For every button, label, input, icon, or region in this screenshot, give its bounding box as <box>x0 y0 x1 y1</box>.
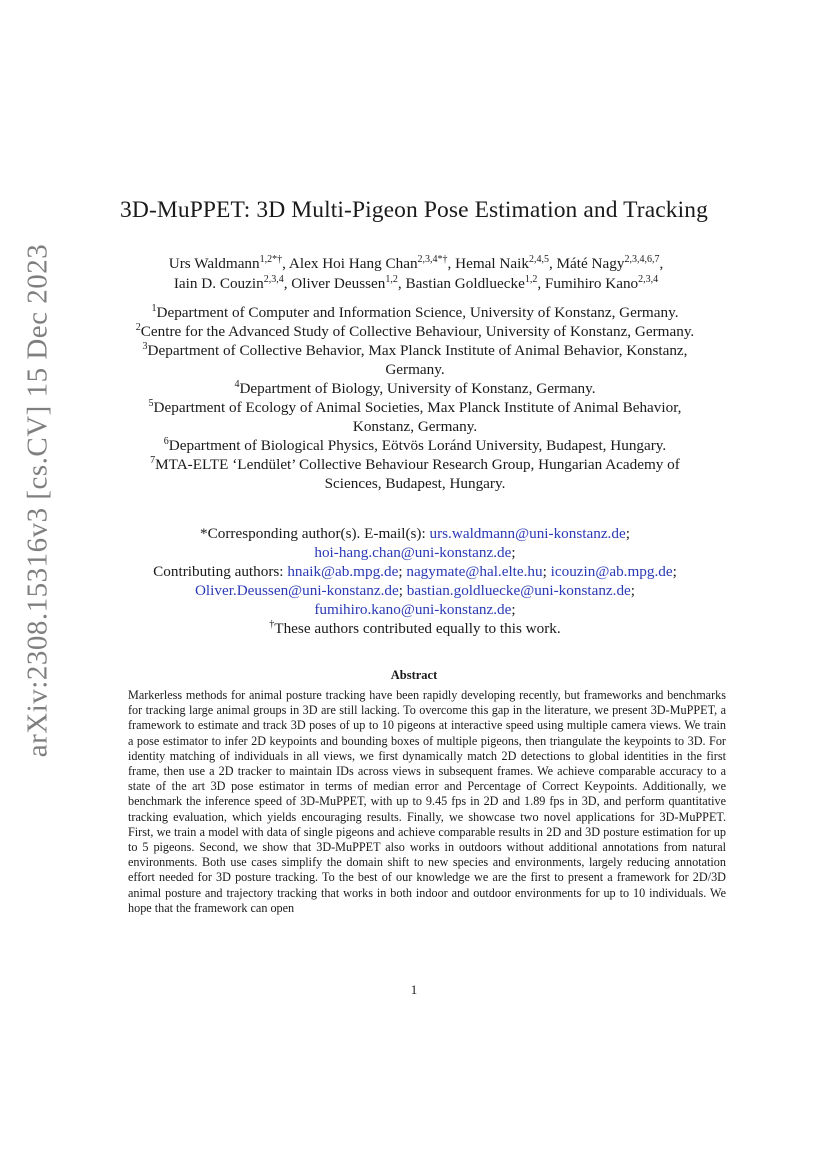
author-list <box>102 254 730 294</box>
email-link[interactable]: urs.waldmann@uni-konstanz.de <box>429 525 626 542</box>
affiliation-5: $^5$Department of Ecology of Animal Societies, Max Planck Institute of Animal Behavior, Konstanz, Germany. <box>148 397 682 435</box>
email-link[interactable]: Oliver.Deussen@uni-konstanz.de <box>194 582 399 599</box>
email-link[interactable]: hoi-hang.chan@uni-konstanz.de <box>314 544 512 561</box>
author-affil-sup: 2,3,4 <box>638 273 659 285</box>
author: Iain D. Couzin <box>173 275 264 292</box>
contact-block: *Corresponding author(s). E-mail(s): urs.waldmann@uni-konstanz.de; hoi-hang.chan@uni-konstanz.de; Contributing authors: hnaik@ab.mpg.de; nagymate@hal.elte.hu; icouzin@ab.mpg.de; Oliver.Deussen@uni-konstanz.de; bastian.goldluecke@uni-konstanz.de; fumihiro.kano@uni-konstanz.de; †These authors contributed equally to this work. <box>98 524 732 638</box>
author-affil-sup: 2,4,5 <box>528 253 549 265</box>
affiliation-3: $^3$Department of Collective Behavior, Max Planck Institute of Animal Behavior, Konstanz, Germany. <box>142 340 688 378</box>
contributing-label: Contributing authors: <box>153 563 284 580</box>
affiliation-6: $^6$Department of Biological Physics, Eötvös Loránd University, Budapest, Hungary. <box>163 435 667 454</box>
email-link[interactable]: hnaik@ab.mpg.de <box>287 563 399 580</box>
page-number: 1 <box>410 982 418 997</box>
author: Alex Hoi Hang Chan <box>288 255 418 272</box>
equal-contribution-note: †These authors contributed equally to this work. <box>269 618 561 637</box>
affiliation-4: $^4$Department of Biology, University of Konstanz, Germany. <box>234 378 596 397</box>
author-affil-sup: 2,3,4,6,7 <box>624 253 660 265</box>
abstract-text: Markerless methods for animal posture tracking have been rapidly developing recently, but frameworks and benchmarks for tracking large animal groups in 3D are still lacking. To overcome this gap in the literature, we present 3D-MuPPET, a framework to estimate and track 3D poses of up to 10 pigeons at interactive speed using multiple camera views. We train a pose estimator to infer 2D keypoints and bounding boxes of multiple pigeons, then triangulate the keypoints to 3D. For identity matching of individuals in all views, we first dynamically match 2D detections to global identities in the first frame, then use a 2D tracker to maintain IDs across views in subsequent frames. We achieve comparable accuracy to a state of the art 3D pose estimator in terms of median error and Percentage of Correct Keypoints. Additionally, we benchmark the inference speed of 3D-MuPPET, with up to 9.45 fps in 2D and 1.89 fps in 3D, and perform quantitative tracking evaluation, which yields encouraging results. Finally, we showcase two novel applications for 3D-MuPPET. First, we train a model with data of single pigeons and achieve comparable results in 2D and 3D posture estimation for up to 5 pigeons. Second, we show that 3D-MuPPET also works in outdoors without additional annotations from natural environments. Both use cases simplify the domain shift to new species and environments, largely reducing annotation effort needed for 3D posture tracking. To the best of our knowledge we are the first to present a framework for 2D/3D animal posture and trajectory tracking that works in both indoor and outdoor environments for up to 10 individuals. We hope that the framework can open <box>128 688 726 915</box>
author-line: Urs Waldmann$^{1,2*\dagger}$, Alex Hoi Hang Chan$^{2,3,4*\dagger}$, Hemal Naik$^{2,4,5}$, Máté Nagy$^{2,3,4,6,7}$, <box>168 253 664 272</box>
abstract-heading: Abstract <box>390 668 438 682</box>
author: Oliver Deussen <box>291 275 386 292</box>
author: Hemal Naik <box>455 255 529 272</box>
author: Urs Waldmann <box>168 255 260 272</box>
author: Máté Nagy <box>556 255 625 272</box>
contributing-line: Contributing authors: hnaik@ab.mpg.de; nagymate@hal.elte.hu; icouzin@ab.mpg.de; <box>153 563 677 580</box>
author-affil-sup: 2,3,4 <box>263 273 284 285</box>
author-affil-sup: 1,2 <box>385 273 398 285</box>
email-link[interactable]: icouzin@ab.mpg.de <box>550 563 673 580</box>
author: Fumihiro Kano <box>544 275 639 292</box>
email-link[interactable]: fumihiro.kano@uni-konstanz.de <box>314 601 512 618</box>
affiliation-list <box>98 303 732 493</box>
affiliation-2: $^2$Centre for the Advanced Study of Collective Behaviour, University of Konstanz, Germany. <box>135 321 695 340</box>
affiliation-7: $^7$MTA-ELTE ‘Lendület’ Collective Behaviour Research Group, Hungarian Academy of Sciences, Budapest, Hungary. <box>150 454 680 492</box>
author-affil-sup: 1,2 <box>524 273 538 285</box>
arxiv-sidebar <box>12 120 64 880</box>
email-link[interactable]: bastian.goldluecke@uni-konstanz.de <box>406 582 631 599</box>
author: Bastian Goldluecke <box>405 275 525 292</box>
author-affil-sup: 1,2*† <box>259 253 283 265</box>
arxiv-identifier: arXiv:2308.15316v3 [cs.CV] 15 Dec 2023 <box>21 243 54 757</box>
author-affil-sup: 2,3,4*† <box>417 253 448 265</box>
corresponding-line: *Corresponding author(s). E-mail(s): urs.waldmann@uni-konstanz.de; <box>200 525 630 542</box>
affiliation-1: $^1$Department of Computer and Information Science, University of Konstanz, Germany. <box>151 302 679 321</box>
email-link[interactable]: nagymate@hal.elte.hu <box>406 563 543 580</box>
paper-title: 3D-MuPPET: 3D Multi-Pigeon Pose Estimation and Tracking <box>120 197 708 223</box>
paper-page <box>110 0 726 1171</box>
author-line: Iain D. Couzin$^{2,3,4}$, Oliver Deussen$^{1,2}$, Bastian Goldluecke$^{1,2}$, Fumihiro Kano$^{2,3,4}$ <box>173 273 659 292</box>
corresponding-label: *Corresponding author(s). E-mail(s): <box>200 525 426 542</box>
